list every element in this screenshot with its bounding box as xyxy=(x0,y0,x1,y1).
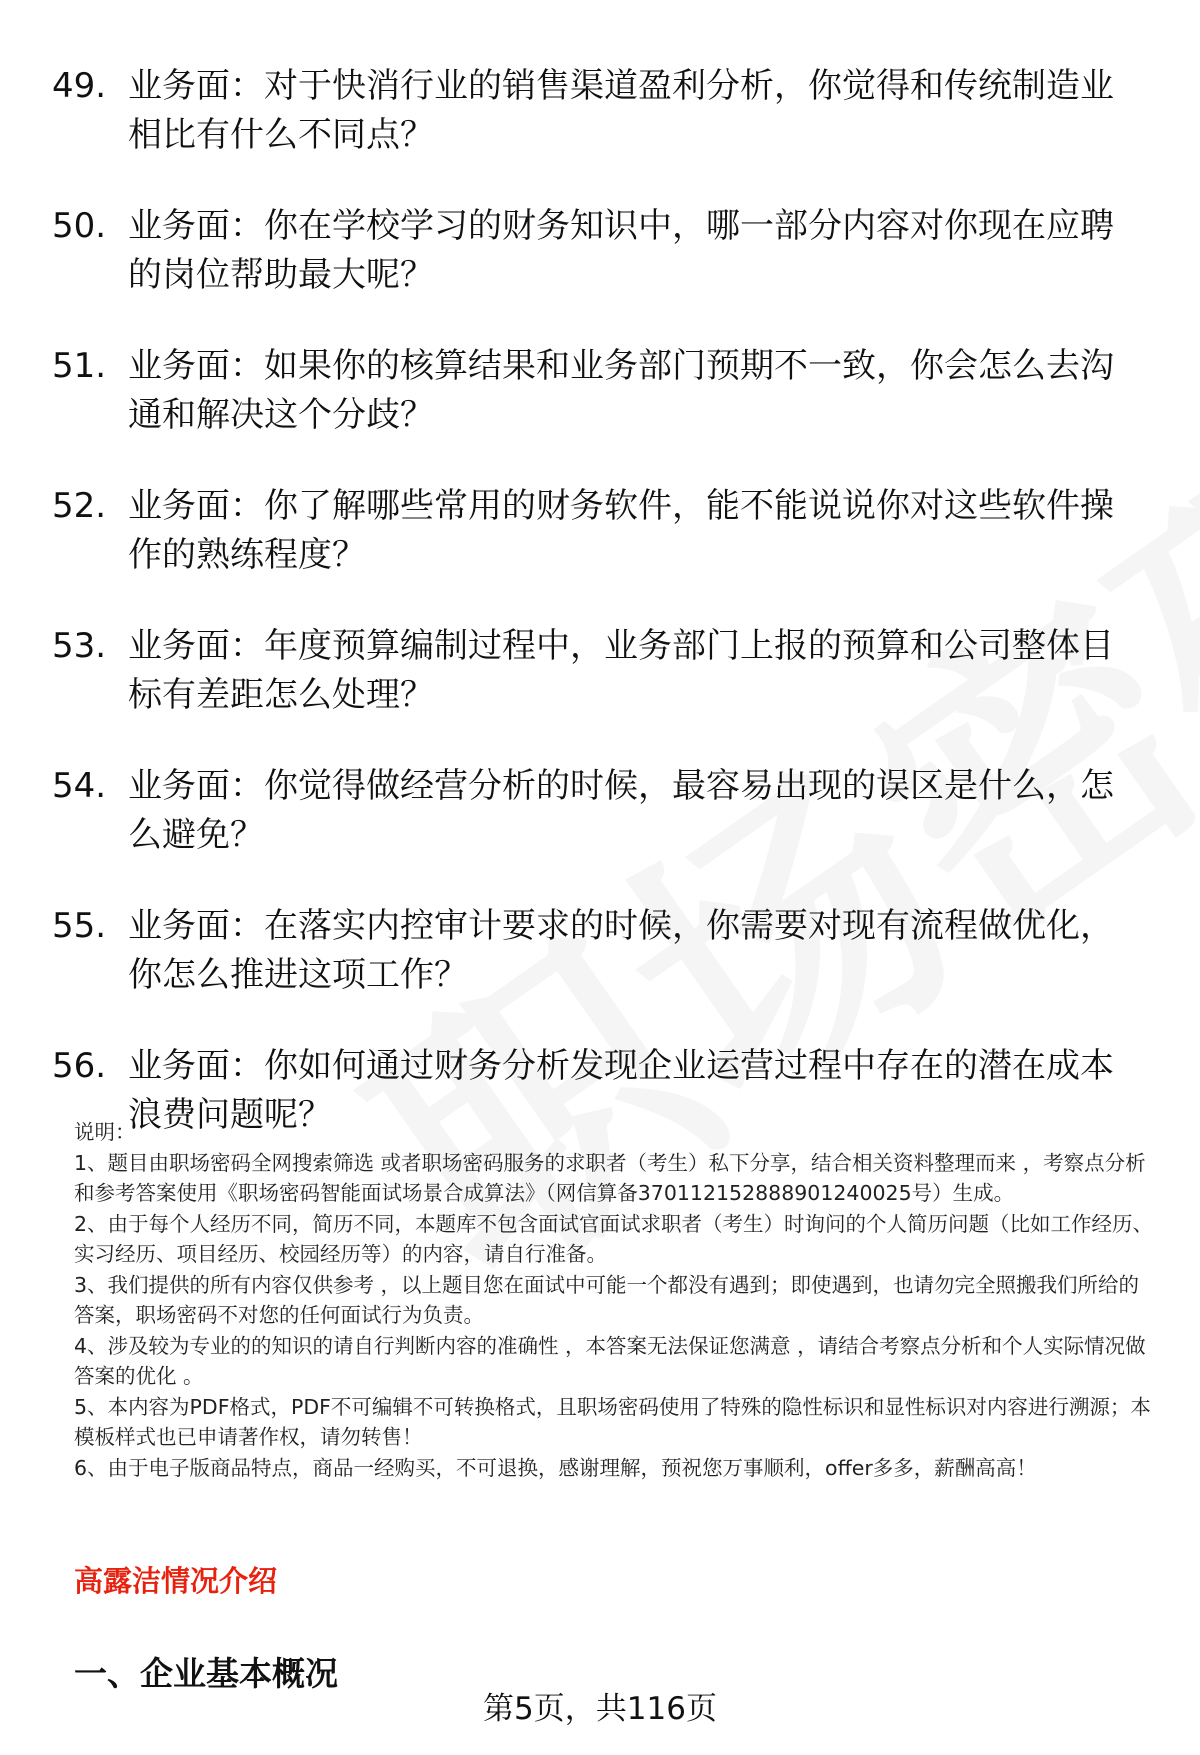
company-intro-title: 高露洁情况介绍 xyxy=(74,1564,278,1598)
question-item xyxy=(52,762,1152,860)
note-item: 4、涉及较为专业的的知识的请自行判断内容的准确性 ，本答案无法保证您满意 ，请结合考察点分析和个人实际情况做答案的优化 。 xyxy=(74,1333,1146,1388)
page-number: 第5页，共116页 xyxy=(483,1691,717,1727)
note-item: 3、我们提供的所有内容仅供参考 ，以上题目您在面试中可能一个都没有遇到；即使遇到，也请勿完全照搬我们所给的答案，职场密码不对您的任何面试行为负责。 xyxy=(74,1272,1140,1327)
question-text: 业务面：如果你的核算结果和业务部门预期不一致，你会怎么去沟通和解决这个分歧？ xyxy=(128,346,1114,435)
question-item xyxy=(52,62,1152,160)
question-text: 业务面：你如何通过财务分析发现企业运营过程中存在的潜在成本浪费问题呢？ xyxy=(128,1046,1114,1135)
question-number: 51. xyxy=(52,346,107,386)
question-item xyxy=(52,482,1152,580)
question-text: 业务面：你了解哪些常用的财务软件，能不能说说你对这些软件操作的熟练程度？ xyxy=(128,486,1114,575)
question-item xyxy=(52,902,1152,1000)
question-text: 业务面：你觉得做经营分析的时候，最容易出现的误区是什么，怎么避免？ xyxy=(128,766,1114,855)
notes-section xyxy=(74,1117,1158,1483)
question-item xyxy=(52,342,1152,440)
question-text: 业务面：对于快消行业的销售渠道盈利分析，你觉得和传统制造业相比有什么不同点？ xyxy=(128,66,1114,155)
note-item: 1、题目由职场密码全网搜索筛选 或者职场密码服务的求职者（考生）私下分享，结合相关资料整理而来 ，考察点分析和参考答案使用《职场密码智能面试场景合成算法》（网信算备370112152888901240025号）生成。 xyxy=(74,1150,1146,1205)
notes-heading: 说明： xyxy=(74,1120,136,1144)
question-text: 业务面：年度预算编制过程中，业务部门上报的预算和公司整体目标有差距怎么处理？ xyxy=(128,626,1114,715)
question-number: 54. xyxy=(52,766,107,806)
question-text: 业务面：你在学校学习的财务知识中，哪一部分内容对你现在应聘的岗位帮助最大呢？ xyxy=(128,206,1114,295)
question-number: 55. xyxy=(52,906,107,946)
question-number: 50. xyxy=(52,206,107,246)
question-text: 业务面：在落实内控审计要求的时候，你需要对现有流程做优化，你怎么推进这项工作？ xyxy=(128,906,1114,995)
note-item: 6、由于电子版商品特点，商品一经购买，不可退换，感谢理解，预祝您万事顺利，offer多多，薪酬高高！ xyxy=(74,1455,1037,1480)
note-item: 5、本内容为PDF格式，PDF不可编辑不可转换格式，且职场密码使用了特殊的隐性标识和显性标识对内容进行溯源；本模板样式也已申请著作权，请勿转售！ xyxy=(74,1394,1151,1449)
question-item xyxy=(52,202,1152,300)
question-number: 56. xyxy=(52,1046,107,1086)
question-item xyxy=(52,622,1152,720)
note-item: 2、由于每个人经历不同，简历不同，本题库不包含面试官面试求职者（考生）时询问的个人简历问题（比如工作经历、实习经历、项目经历、校园经历等）的内容，请自行准备。 xyxy=(74,1211,1154,1266)
question-number: 49. xyxy=(52,66,107,106)
question-list xyxy=(52,62,1152,1182)
question-number: 53. xyxy=(52,626,107,666)
question-number: 52. xyxy=(52,486,107,526)
section-heading: 一、企业基本概况 xyxy=(74,1654,338,1693)
